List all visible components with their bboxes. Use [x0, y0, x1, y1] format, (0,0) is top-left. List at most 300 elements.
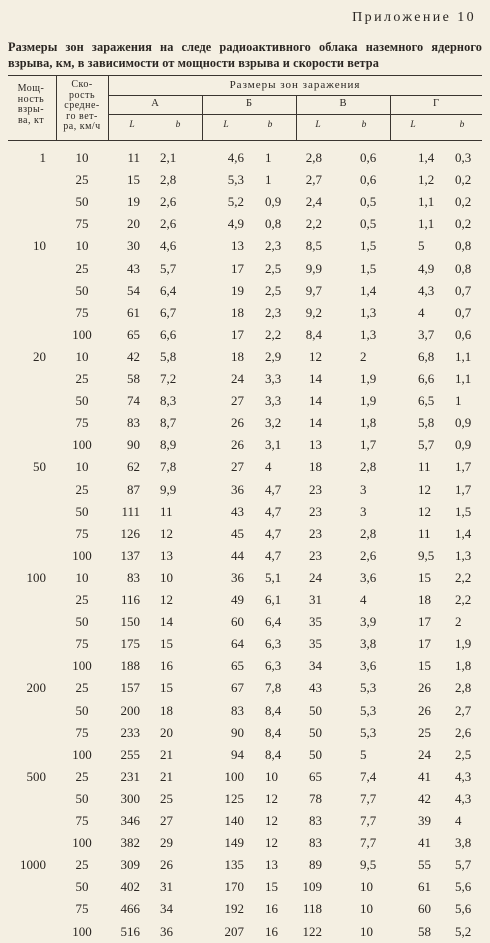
zone-b-L-cell: 192 — [224, 901, 244, 917]
zone-a-b-cell: 8,7 — [160, 415, 177, 431]
zone-a-b-cell: 8,3 — [160, 393, 177, 409]
wind-speed-cell: 50 — [75, 614, 89, 630]
zone-g-L-cell: 55 — [418, 857, 431, 873]
table-row — [0, 567, 490, 589]
table-row — [0, 191, 490, 213]
zone-b-L-cell: 45 — [231, 525, 244, 541]
wind-speed-cell: 75 — [75, 304, 89, 320]
wind-speed-cell: 25 — [75, 481, 89, 497]
zone-g-b-cell: 0,2 — [455, 194, 472, 210]
zone-b-b-cell: 1 — [265, 172, 272, 188]
zone-a-b-cell: 6,6 — [160, 326, 177, 342]
power-cell: 50 — [33, 459, 46, 475]
zone-a-L-cell: 346 — [120, 813, 140, 828]
zone-g-L-cell: 6,8 — [418, 348, 435, 364]
wind-speed-cell: 100 — [72, 326, 92, 342]
zone-g-b-cell: 2,5 — [455, 746, 472, 762]
zone-v-b-cell: 5,3 — [360, 680, 377, 696]
zone-b-b-cell: 4,7 — [265, 481, 282, 497]
zone-g-b-cell: 2,2 — [455, 592, 472, 607]
wind-speed-cell: 100 — [72, 835, 92, 851]
zone-g-L-cell: 11 — [418, 525, 431, 541]
zone-g-L-cell: 6,5 — [418, 393, 435, 409]
zone-b-b-cell: 3,3 — [265, 371, 282, 386]
zone-b-b-cell: 0,9 — [265, 194, 282, 210]
zone-a-b-cell: 4,6 — [160, 238, 177, 254]
zone-b-L-cell: 44 — [231, 547, 244, 563]
zone-v-L-cell: 2,2 — [305, 216, 322, 232]
zone-g-b-cell: 4,3 — [455, 768, 472, 784]
zone-b-L-cell: 100 — [224, 768, 244, 784]
zone-b-b-cell: 4 — [265, 459, 272, 475]
zone-b-b-cell: 3,1 — [265, 437, 282, 453]
zone-b-b-cell: 12 — [265, 790, 278, 806]
zone-a-L-cell: 58 — [127, 371, 140, 386]
zone-v-b-cell: 0,6 — [360, 150, 377, 165]
sub-a-b: b — [175, 120, 181, 130]
zone-b-b-cell: 4,7 — [265, 503, 282, 519]
wind-speed-cell: 100 — [72, 437, 92, 453]
zone-v-L-cell: 24 — [309, 569, 322, 585]
table-row — [0, 501, 490, 523]
zone-v-b-cell: 1,5 — [360, 260, 377, 276]
zone-v-b-cell: 10 — [360, 901, 373, 917]
zone-v-L-cell: 23 — [309, 525, 322, 541]
zone-a-b-cell: 7,8 — [160, 459, 177, 475]
zone-g-L-cell: 5,8 — [418, 415, 435, 431]
zone-a-b-cell: 13 — [160, 547, 173, 563]
wind-speed-cell: 75 — [75, 813, 89, 828]
zone-g-b-cell: 0,8 — [455, 260, 472, 276]
zone-g-L-cell: 18 — [418, 592, 431, 607]
zone-g-b-cell: 5,2 — [455, 923, 472, 939]
zone-g-L-cell: 60 — [418, 901, 431, 917]
table-row — [0, 235, 490, 257]
zone-b-b-cell: 2,3 — [265, 238, 282, 254]
zone-g-b-cell: 0,6 — [455, 326, 472, 342]
table-row — [0, 412, 490, 434]
zone-b-b-cell: 6,3 — [265, 636, 282, 652]
zone-v-b-cell: 0,6 — [360, 172, 377, 188]
wind-speed-cell: 50 — [75, 194, 89, 210]
zone-v-L-cell: 8,5 — [305, 238, 322, 254]
zone-v-b-cell: 9,5 — [360, 857, 377, 873]
zone-b-L-cell: 4,6 — [227, 150, 244, 165]
zone-v-b-cell: 3,8 — [360, 636, 377, 652]
zone-a-b-cell: 14 — [160, 614, 173, 630]
table-row — [0, 346, 490, 368]
zone-a-L-cell: 309 — [120, 857, 140, 873]
zone-v-L-cell: 50 — [309, 702, 322, 718]
zone-a-b-cell: 18 — [160, 702, 173, 718]
zone-g-b-cell: 3,8 — [455, 835, 472, 851]
table-row — [0, 876, 490, 898]
zone-b-L-cell: 207 — [224, 923, 244, 939]
zone-a-L-cell: 30 — [127, 238, 140, 254]
zone-a-b-cell: 2,6 — [160, 194, 177, 210]
wind-speed-cell: 50 — [75, 282, 89, 298]
zone-b-b-cell: 2,9 — [265, 348, 282, 364]
zone-v-b-cell: 1,5 — [360, 238, 377, 254]
wind-speed-cell: 50 — [75, 393, 89, 409]
zone-v-b-cell: 1,3 — [360, 304, 377, 320]
zone-g-L-cell: 26 — [418, 702, 431, 718]
table-row — [0, 390, 490, 412]
zone-a-b-cell: 36 — [160, 923, 173, 939]
header-divider-power — [56, 75, 57, 140]
zone-a-b-cell: 27 — [160, 813, 173, 828]
zone-b-L-cell: 36 — [231, 569, 244, 585]
zone-a-b-cell: 2,8 — [160, 172, 177, 188]
zone-a-L-cell: 188 — [120, 658, 140, 674]
zone-a-L-cell: 65 — [127, 326, 140, 342]
zone-v-L-cell: 14 — [309, 393, 322, 409]
zone-a-b-cell: 5,7 — [160, 260, 177, 276]
zone-g-b-cell: 1,7 — [455, 481, 472, 497]
wind-speed-cell: 25 — [75, 857, 89, 873]
zone-g-L-cell: 5,7 — [418, 437, 435, 453]
wind-speed-cell: 25 — [75, 172, 89, 188]
zone-a-b-cell: 12 — [160, 525, 173, 541]
zone-b-L-cell: 17 — [231, 260, 244, 276]
zone-v-b-cell: 3,6 — [360, 569, 377, 585]
zone-v-b-cell: 5 — [360, 746, 367, 762]
zone-a-b-cell: 21 — [160, 746, 173, 762]
wind-speed-cell: 10 — [75, 150, 89, 165]
zone-g-L-cell: 61 — [418, 879, 431, 895]
wind-speed-cell: 25 — [75, 371, 89, 386]
zone-g-b-cell: 1,8 — [455, 658, 472, 674]
zone-b-L-cell: 64 — [231, 636, 244, 652]
power-cell: 10 — [33, 238, 46, 254]
table-row — [0, 700, 490, 722]
table-row — [0, 611, 490, 633]
power-cell: 1000 — [20, 857, 46, 873]
table-row — [0, 324, 490, 346]
zone-b-b-cell: 12 — [265, 835, 278, 851]
zone-b-L-cell: 27 — [231, 459, 244, 475]
table-row — [0, 832, 490, 854]
zone-g-b-cell: 2,7 — [455, 702, 472, 718]
table-row — [0, 147, 490, 169]
zone-a-L-cell: 231 — [120, 768, 140, 784]
zone-g-L-cell: 4 — [418, 304, 425, 320]
zone-v-L-cell: 65 — [309, 768, 322, 784]
zone-v-L-cell: 14 — [309, 415, 322, 431]
wind-speed-cell: 50 — [75, 879, 89, 895]
zone-g-L-cell: 12 — [418, 503, 431, 519]
zone-a-L-cell: 255 — [120, 746, 140, 762]
zone-v-b-cell: 0,5 — [360, 194, 377, 210]
wind-speed-cell: 75 — [75, 216, 89, 232]
table-row — [0, 633, 490, 655]
zone-v-L-cell: 9,7 — [305, 282, 322, 298]
zone-v-b-cell: 7,7 — [360, 813, 377, 828]
zone-v-L-cell: 18 — [309, 459, 322, 475]
zone-v-b-cell: 1,8 — [360, 415, 377, 431]
table-row — [0, 545, 490, 567]
zone-g-b-cell: 0,7 — [455, 282, 472, 298]
table-row — [0, 434, 490, 456]
power-cell: 1 — [39, 150, 46, 165]
zone-a-L-cell: 90 — [127, 437, 140, 453]
zone-v-L-cell: 78 — [309, 790, 322, 806]
zone-g-L-cell: 41 — [418, 835, 431, 851]
zone-a-b-cell: 5,8 — [160, 348, 177, 364]
zone-b-label: Б — [245, 98, 253, 109]
zone-g-b-cell: 1,1 — [455, 371, 472, 386]
sub-b-b: b — [267, 120, 273, 130]
zone-a-b-cell: 2,6 — [160, 216, 177, 232]
zone-a-b-cell: 8,9 — [160, 437, 177, 453]
zone-a-L-cell: 175 — [120, 636, 140, 652]
zone-a-L-cell: 20 — [127, 216, 140, 232]
zones-title: Размеры зон заражения — [229, 79, 361, 91]
zone-g-L-cell: 4,9 — [418, 260, 435, 276]
zone-g-b-cell: 2,2 — [455, 569, 472, 585]
zone-b-L-cell: 140 — [224, 813, 244, 828]
header-sub-rule — [108, 114, 482, 115]
zone-b-b-cell: 5,1 — [265, 569, 282, 585]
zone-b-b-cell: 10 — [265, 768, 278, 784]
zone-b-b-cell: 3,3 — [265, 393, 282, 409]
zone-v-L-cell: 34 — [309, 658, 322, 674]
zone-g-L-cell: 26 — [418, 680, 431, 696]
zone-v-L-cell: 89 — [309, 857, 322, 873]
zone-g-b-cell: 0,8 — [455, 238, 472, 254]
zone-v-b-cell: 5,3 — [360, 724, 377, 740]
zone-b-L-cell: 90 — [231, 724, 244, 740]
zone-b-L-cell: 135 — [224, 857, 244, 873]
zone-b-L-cell: 36 — [231, 481, 244, 497]
zone-a-L-cell: 150 — [120, 614, 140, 630]
zone-a-L-cell: 157 — [120, 680, 140, 696]
zone-b-b-cell: 15 — [265, 879, 278, 895]
zone-g-b-cell: 0,9 — [455, 437, 472, 453]
zone-g-b-cell: 1 — [455, 393, 462, 409]
zone-g-L-cell: 5 — [418, 238, 425, 254]
zone-a-L-cell: 11 — [127, 150, 140, 165]
zone-a-b-cell: 29 — [160, 835, 173, 851]
power-cell: 100 — [26, 569, 46, 585]
table-row — [0, 677, 490, 699]
table-row — [0, 788, 490, 810]
zone-v-b-cell: 7,7 — [360, 790, 377, 806]
table-row — [0, 456, 490, 478]
zone-b-b-cell: 6,4 — [265, 614, 282, 630]
wind-speed-cell: 10 — [75, 569, 89, 585]
table-row — [0, 921, 490, 943]
zone-b-L-cell: 4,9 — [227, 216, 244, 232]
wind-speed-cell: 75 — [75, 724, 89, 740]
zone-v-L-cell: 83 — [309, 813, 322, 828]
zone-a-b-cell: 20 — [160, 724, 173, 740]
zone-g-L-cell: 1,4 — [418, 150, 435, 165]
zone-g-L-cell: 11 — [418, 459, 431, 475]
zone-a-b-cell: 6,7 — [160, 304, 177, 320]
zone-b-L-cell: 5,3 — [227, 172, 244, 188]
zone-v-L-cell: 9,9 — [305, 260, 322, 276]
zone-g-b-cell: 1,3 — [455, 547, 472, 563]
zone-b-b-cell: 8,4 — [265, 702, 282, 718]
table-row — [0, 523, 490, 545]
table-row — [0, 722, 490, 744]
zone-a-L-cell: 466 — [120, 901, 140, 917]
zone-b-L-cell: 83 — [231, 702, 244, 718]
zone-v-L-cell: 35 — [309, 614, 322, 630]
zone-a-L-cell: 61 — [127, 304, 140, 320]
header-zones-rule — [108, 95, 482, 96]
zone-v-L-cell: 2,4 — [305, 194, 322, 210]
table-row — [0, 810, 490, 832]
zone-b-L-cell: 19 — [231, 282, 244, 298]
table-row — [0, 744, 490, 766]
zone-a-b-cell: 2,1 — [160, 150, 177, 165]
zone-a-b-cell: 6,4 — [160, 282, 177, 298]
zone-v-b-cell: 7,7 — [360, 835, 377, 851]
zone-g-b-cell: 1,9 — [455, 636, 472, 652]
power-cell: 500 — [26, 768, 46, 784]
zone-g-L-cell: 4,3 — [418, 282, 435, 298]
power-cell: 20 — [33, 348, 46, 364]
zone-b-L-cell: 67 — [231, 680, 244, 696]
zone-b-b-cell: 8,4 — [265, 746, 282, 762]
wind-speed-cell: 25 — [75, 768, 89, 784]
zone-b-b-cell: 1 — [265, 150, 272, 165]
zone-b-L-cell: 125 — [224, 790, 244, 806]
zone-v-b-cell: 2,8 — [360, 459, 377, 475]
zone-a-L-cell: 382 — [120, 835, 140, 851]
zone-v-L-cell: 2,8 — [305, 150, 322, 165]
sub-a-L: L — [129, 120, 135, 130]
zone-a-L-cell: 137 — [120, 547, 140, 563]
header-bottom-rule — [8, 140, 482, 141]
zone-a-L-cell: 200 — [120, 702, 140, 718]
zone-v-L-cell: 43 — [309, 680, 322, 696]
zone-v-L-cell: 35 — [309, 636, 322, 652]
table-row — [0, 169, 490, 191]
zone-b-b-cell: 8,4 — [265, 724, 282, 740]
zone-g-L-cell: 25 — [418, 724, 431, 740]
zone-v-L-cell: 13 — [309, 437, 322, 453]
table-caption: Размеры зон заражения на следе радиоактивного облака наземного ядерного взрыва, км, в зависимости от мощности взрыва и скорости ветра — [8, 40, 482, 70]
wind-speed-cell: 75 — [75, 636, 89, 652]
zone-b-b-cell: 13 — [265, 857, 278, 873]
appendix-label: Приложение 10 — [352, 10, 476, 25]
zone-v-b-cell: 5,3 — [360, 702, 377, 718]
sub-g-b: b — [459, 120, 465, 130]
zone-v-b-cell: 4 — [360, 592, 367, 607]
zone-a-L-cell: 300 — [120, 790, 140, 806]
zone-a-L-cell: 62 — [127, 459, 140, 475]
zone-v-b-cell: 10 — [360, 879, 373, 895]
zone-a-L-cell: 54 — [127, 282, 140, 298]
zone-g-b-cell: 0,2 — [455, 216, 472, 232]
zone-a-L-cell: 516 — [120, 923, 140, 939]
zone-g-b-cell: 0,9 — [455, 415, 472, 431]
wind-speed-cell: 100 — [72, 547, 92, 563]
zone-b-L-cell: 13 — [231, 238, 244, 254]
zone-v-L-cell: 12 — [309, 348, 322, 364]
table-row — [0, 280, 490, 302]
zone-a-L-cell: 19 — [127, 194, 140, 210]
wind-speed-cell: 100 — [72, 658, 92, 674]
header-top-rule — [8, 75, 482, 76]
zone-g-b-cell: 1,4 — [455, 525, 472, 541]
zone-a-b-cell: 10 — [160, 569, 173, 585]
zone-v-b-cell: 10 — [360, 923, 373, 939]
zone-a-b-cell: 15 — [160, 636, 173, 652]
zone-b-b-cell: 3,2 — [265, 415, 282, 431]
zone-g-L-cell: 15 — [418, 658, 431, 674]
wind-speed-cell: 50 — [75, 790, 89, 806]
zone-b-L-cell: 94 — [231, 746, 244, 762]
table-row — [0, 479, 490, 501]
wind-speed-cell: 75 — [75, 901, 89, 917]
zone-g-L-cell: 1,1 — [418, 216, 435, 232]
zone-a-L-cell: 87 — [127, 481, 140, 497]
zone-g-L-cell: 17 — [418, 636, 431, 652]
zone-b-b-cell: 16 — [265, 923, 278, 939]
table-row — [0, 213, 490, 235]
zone-b-b-cell: 12 — [265, 813, 278, 828]
zone-v-L-cell: 23 — [309, 503, 322, 519]
zone-b-b-cell: 16 — [265, 901, 278, 917]
zone-a-L-cell: 111 — [121, 503, 140, 519]
table-row — [0, 898, 490, 920]
zone-a-b-cell: 16 — [160, 658, 173, 674]
wind-speed-cell: 100 — [72, 923, 92, 939]
zone-b-b-cell: 4,7 — [265, 525, 282, 541]
zone-b-b-cell: 6,1 — [265, 592, 282, 607]
wind-speed-cell: 100 — [72, 746, 92, 762]
zone-g-L-cell: 12 — [418, 481, 431, 497]
zone-g-b-cell: 4,3 — [455, 790, 472, 806]
zone-g-b-cell: 0,2 — [455, 172, 472, 188]
zone-a-L-cell: 15 — [127, 172, 140, 188]
zone-g-b-cell: 5,7 — [455, 857, 472, 873]
table-row — [0, 854, 490, 876]
zone-b-b-cell: 7,8 — [265, 680, 282, 696]
zone-v-b-cell: 3,9 — [360, 614, 377, 630]
wind-speed-cell: 10 — [75, 238, 89, 254]
zone-v-L-cell: 83 — [309, 835, 322, 851]
zone-g-b-cell: 4 — [455, 813, 462, 828]
zone-a-b-cell: 31 — [160, 879, 173, 895]
zone-a-b-cell: 25 — [160, 790, 173, 806]
zone-g-L-cell: 6,6 — [418, 371, 435, 386]
zone-a-b-cell: 34 — [160, 901, 173, 917]
zone-b-L-cell: 49 — [231, 592, 244, 607]
zone-v-b-cell: 1,3 — [360, 326, 377, 342]
zone-g-b-cell: 2,6 — [455, 724, 472, 740]
zone-g-L-cell: 1,2 — [418, 172, 435, 188]
zone-v-b-cell: 1,9 — [360, 371, 377, 386]
zone-v-L-cell: 23 — [309, 481, 322, 497]
zone-v-L-cell: 31 — [309, 592, 322, 607]
zone-v-L-cell: 8,4 — [305, 326, 322, 342]
zone-v-L-cell: 122 — [302, 923, 322, 939]
zone-b-b-cell: 0,8 — [265, 216, 282, 232]
zone-a-L-cell: 402 — [120, 879, 140, 895]
zone-a-L-cell: 74 — [127, 393, 140, 409]
zone-v-L-cell: 9,2 — [305, 304, 322, 320]
zone-g-L-cell: 1,1 — [418, 194, 435, 210]
sub-v-L: L — [315, 120, 321, 130]
zone-v-b-cell: 1,4 — [360, 282, 377, 298]
wind-speed-cell: 25 — [75, 592, 89, 607]
zone-g-b-cell: 5,6 — [455, 879, 472, 895]
